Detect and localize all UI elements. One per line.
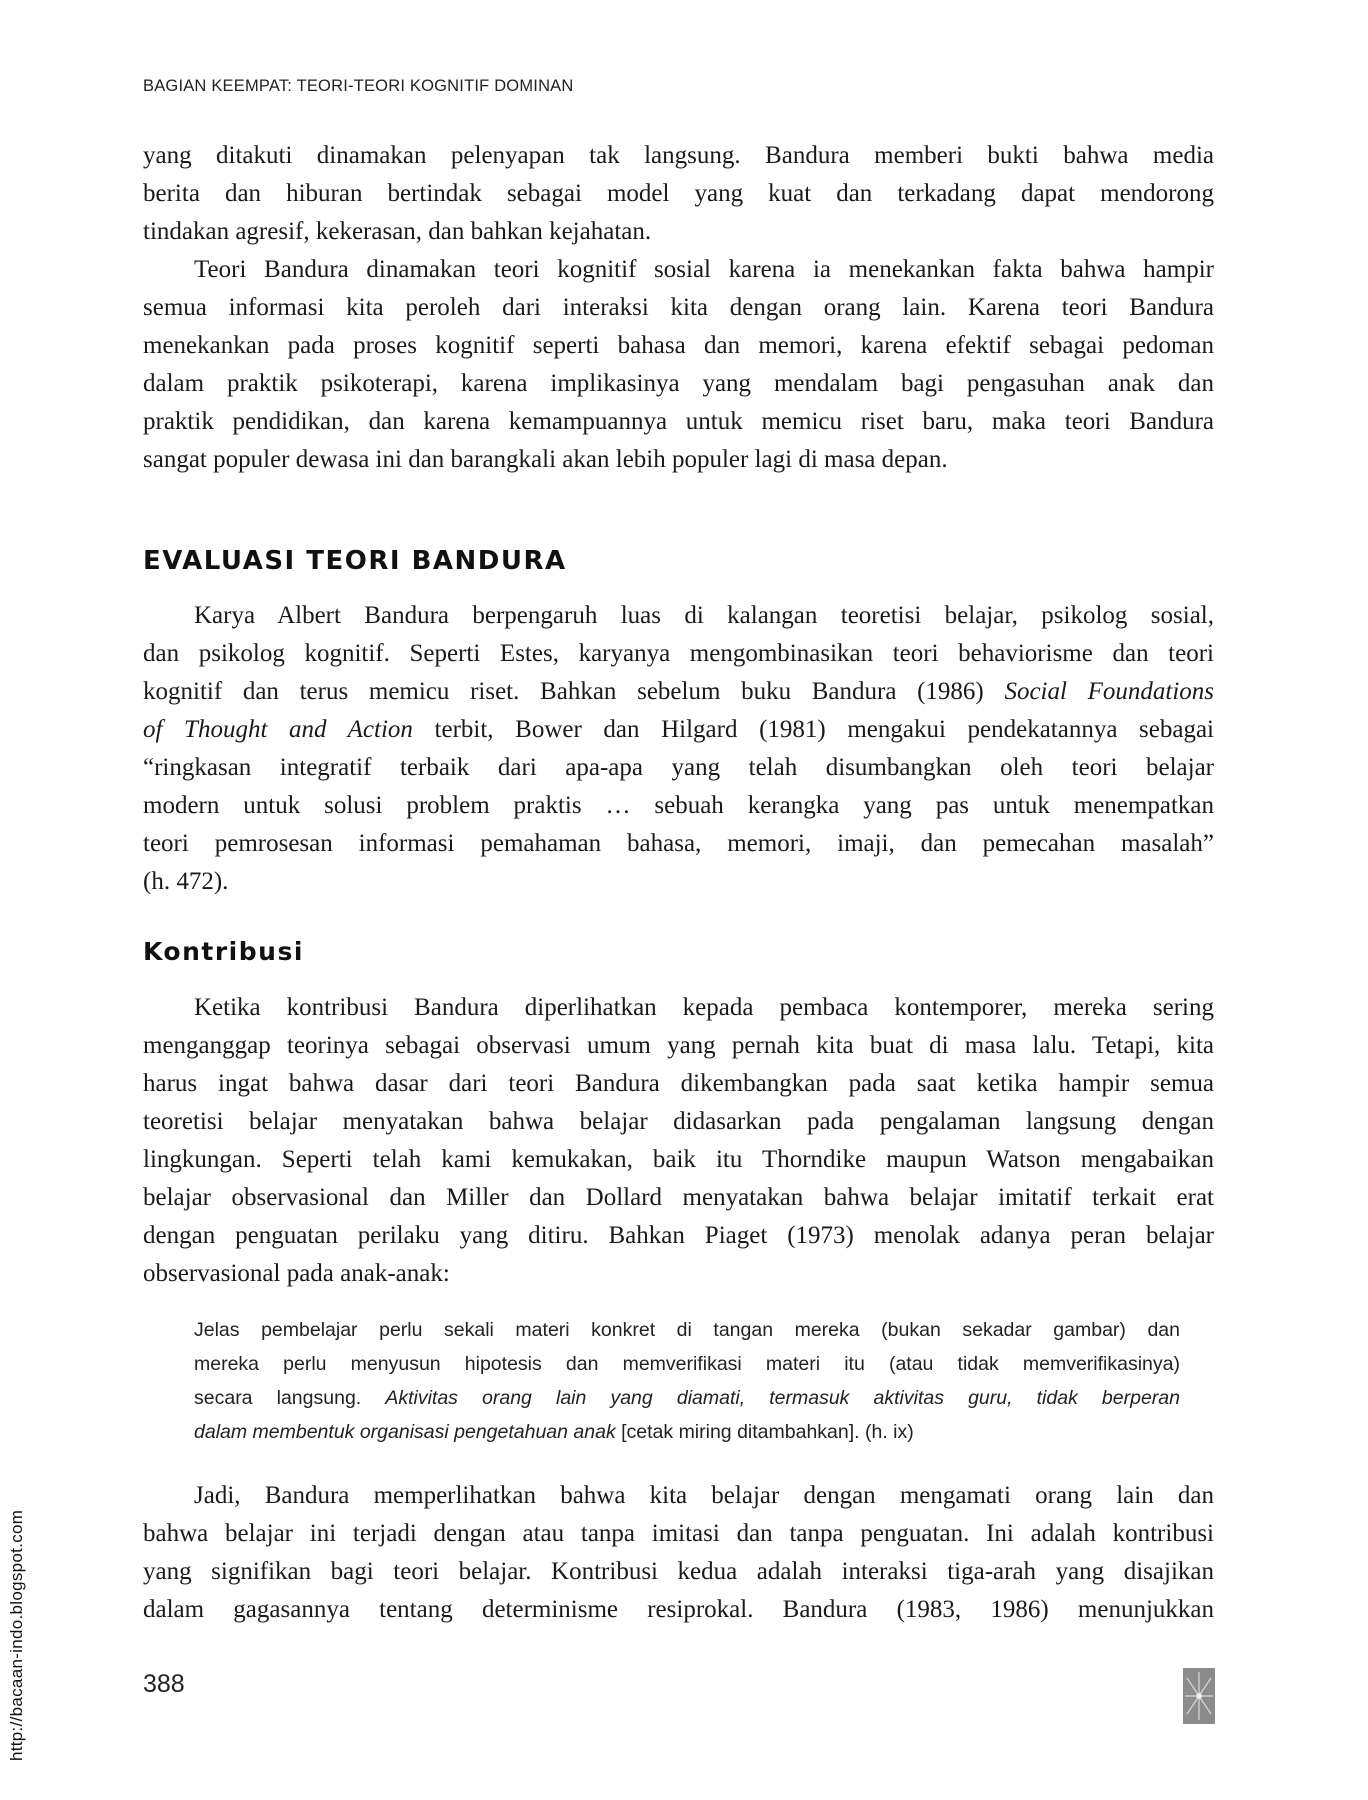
text-run: modern untuk solusi problem praktis … sebuah kerangka yang pas untuk menempatkan xyxy=(143,792,1214,819)
text-run: Karya Albert Bandura berpengaruh luas di kalangan teoretisi belajar, psikolog sosial, xyxy=(194,602,1214,629)
italic-text: Aktivitas orang lain yang diamati, termasuk aktivitas guru, tidak berperan xyxy=(385,1387,1180,1409)
text-run: menekankan pada proses kognitif seperti bahasa dan memori, karena efektif sebagai pedoman xyxy=(143,332,1214,359)
section-heading: EVALUASI TEORI BANDURA xyxy=(143,546,567,576)
subheading: Kontribusi xyxy=(143,937,304,966)
text-line xyxy=(143,1065,1214,1103)
text-run: dan psikolog kognitif. Seperti Estes, karyanya mengombinasikan teori behaviorisme dan teori xyxy=(143,640,1214,667)
text-line xyxy=(143,1515,1214,1553)
text-line xyxy=(143,213,1214,251)
text-run: teoretisi belajar menyatakan bahwa belajar didasarkan pada pengalaman langsung dengan xyxy=(143,1108,1214,1135)
text-line xyxy=(143,251,1214,289)
text-line xyxy=(143,137,1214,175)
text-run: mereka perlu menyusun hipotesis dan memverifikasi materi itu (atau tidak memverifikasinya) xyxy=(194,1353,1180,1375)
text-line xyxy=(143,597,1214,635)
paragraph xyxy=(143,137,1214,251)
text-run: sangat populer dewasa ini dan barangkali akan lebih populer lagi di masa depan. xyxy=(143,446,948,473)
italic-text: Social Foundations xyxy=(1004,678,1214,705)
text-run: Teori Bandura dinamakan teori kognitif sosial karena ia menekankan fakta bahwa hampir xyxy=(194,256,1214,283)
text-line xyxy=(143,863,1214,901)
text-line xyxy=(194,1313,1180,1347)
text-line xyxy=(143,1255,1214,1293)
text-line xyxy=(143,1217,1214,1255)
text-run: yang ditakuti dinamakan pelenyapan tak langsung. Bandura memberi bukti bahwa media xyxy=(143,142,1214,169)
text-line xyxy=(143,749,1214,787)
text-line xyxy=(143,825,1214,863)
text-line xyxy=(143,1553,1214,1591)
text-run: teori pemrosesan informasi pemahaman bahasa, memori, imaji, dan pemecahan masalah” xyxy=(143,830,1214,857)
text-run: Ketika kontribusi Bandura diperlihatkan kepada pembaca kontemporer, mereka sering xyxy=(194,994,1214,1021)
publisher-logo-icon xyxy=(1183,1668,1215,1724)
text-run: kognitif dan terus memicu riset. Bahkan sebelum buku Bandura (1986) xyxy=(143,678,1005,705)
text-line xyxy=(143,441,1214,479)
text-run: berita dan hiburan bertindak sebagai model yang kuat dan terkadang dapat mendorong xyxy=(143,180,1214,207)
text-run: lingkungan. Seperti telah kami kemukakan, baik itu Thorndike maupun Watson mengabaikan xyxy=(143,1146,1214,1173)
text-line xyxy=(143,711,1214,749)
text-run: menganggap teorinya sebagai observasi umum yang pernah kita buat di masa lalu. Tetapi, kita xyxy=(143,1032,1214,1059)
text-line xyxy=(143,403,1214,441)
text-line xyxy=(143,1141,1214,1179)
text-run: Jadi, Bandura memperlihatkan bahwa kita belajar dengan mengamati orang lain dan xyxy=(194,1482,1214,1509)
watermark-url: http://bacaan-indo.blogspot.com xyxy=(7,1509,26,1761)
italic-text: dalam membentuk organisasi pengetahuan anak xyxy=(194,1421,616,1443)
text-line xyxy=(194,1381,1180,1415)
text-run: (h. 472). xyxy=(143,868,229,895)
paragraph xyxy=(143,1477,1214,1629)
text-line xyxy=(143,635,1214,673)
text-line xyxy=(194,1415,1180,1449)
text-line xyxy=(143,289,1214,327)
text-run: yang signifikan bagi teori belajar. Kontribusi kedua adalah interaksi tiga-arah yang disajikan xyxy=(143,1558,1214,1585)
running-head: BAGIAN KEEMPAT: TEORI-TEORI KOGNITIF DOMINAN xyxy=(143,77,574,95)
paragraph xyxy=(143,251,1214,479)
italic-text: of Thought and Action xyxy=(143,716,413,743)
paragraph xyxy=(143,597,1214,901)
text-line xyxy=(143,1179,1214,1217)
text-run: dalam gagasannya tentang determinisme resiprokal. Bandura (1983, 1986) menunjukkan xyxy=(143,1596,1214,1623)
text-run: [cetak miring ditambahkan]. (h. ix) xyxy=(615,1421,914,1443)
text-run: dengan penguatan perilaku yang ditiru. Bahkan Piaget (1973) menolak adanya peran belajar xyxy=(143,1222,1214,1249)
text-line xyxy=(143,1591,1214,1629)
text-run: belajar observasional dan Miller dan Dollard menyatakan bahwa belajar imitatif terkait erat xyxy=(143,1184,1214,1211)
text-line xyxy=(143,673,1214,711)
text-run: tindakan agresif, kekerasan, dan bahkan kejahatan. xyxy=(143,218,652,245)
paragraph xyxy=(143,989,1214,1293)
text-run: semua informasi kita peroleh dari interaksi kita dengan orang lain. Karena teori Bandura xyxy=(143,294,1214,321)
text-run: bahwa belajar ini terjadi dengan atau tanpa imitasi dan tanpa penguatan. Ini adalah kontribusi xyxy=(143,1520,1214,1547)
text-run: “ringkasan integratif terbaik dari apa-apa yang telah disumbangkan oleh teori belajar xyxy=(143,754,1214,781)
text-line xyxy=(143,175,1214,213)
text-line xyxy=(194,1347,1180,1381)
text-line xyxy=(143,787,1214,825)
text-run: harus ingat bahwa dasar dari teori Bandura dikembangkan pada saat ketika hampir semua xyxy=(143,1070,1214,1097)
page-number: 388 xyxy=(143,1670,185,1698)
text-run: dalam praktik psikoterapi, karena implikasinya yang mendalam bagi pengasuhan anak dan xyxy=(143,370,1214,397)
text-line xyxy=(143,327,1214,365)
text-run: praktik pendidikan, dan karena kemampuannya untuk memicu riset baru, maka teori Bandura xyxy=(143,408,1214,435)
block-quote xyxy=(194,1313,1180,1449)
text-line xyxy=(143,1103,1214,1141)
text-run: Jelas pembelajar perlu sekali materi konkret di tangan mereka (bukan sekadar gambar) dan xyxy=(194,1319,1180,1341)
text-line xyxy=(143,365,1214,403)
text-line xyxy=(143,989,1214,1027)
text-line xyxy=(143,1027,1214,1065)
text-run: secara langsung. xyxy=(194,1387,386,1409)
text-line xyxy=(143,1477,1214,1515)
text-run: terbit, Bower dan Hilgard (1981) mengakui pendekatannya sebagai xyxy=(412,716,1214,743)
text-run: observasional pada anak-anak: xyxy=(143,1260,450,1287)
